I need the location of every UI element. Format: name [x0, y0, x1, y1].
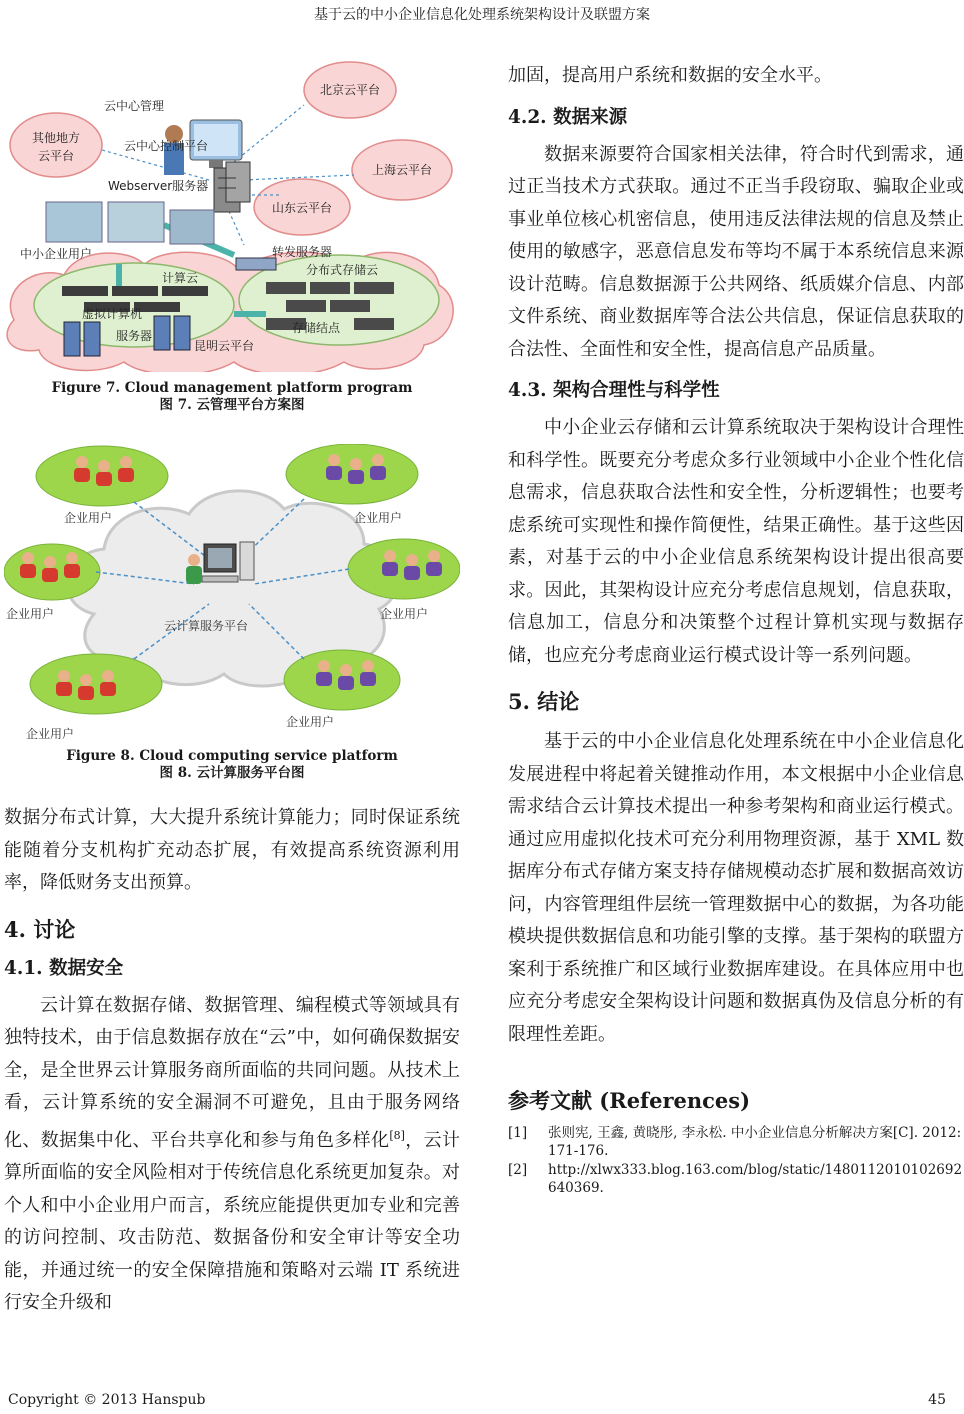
label-service-platform: 云计算服务平台	[164, 619, 249, 633]
right-continued-paragraph: 加固，提高用户系统和数据的安全水平。	[508, 65, 832, 86]
label-other-cloud-2: 云平台	[37, 149, 75, 163]
figure-7-caption	[4, 380, 460, 414]
figure-8	[4, 444, 460, 740]
reference-number: [2]	[508, 1162, 528, 1178]
figure-7-caption-cn: 图 7. 云管理平台方案图	[159, 397, 305, 413]
sme-office-photos	[46, 202, 214, 244]
label-compute-cloud: 计算云	[162, 271, 199, 285]
section-4-1-text-a: 云计算在数据存储、数据管理、编程模式等领域具有独特技术，由于信息数据存放在“云”中，如何确保数据安全，是全世界云计算服务商所面临的共同问题。从技术上看，云计算系统的安全漏洞不可避免，且由于服务网络化、数据集中化、平台共享化和参与角色多样化	[4, 994, 460, 1151]
label-center-ctrl: 云中心控制平台	[124, 139, 209, 153]
label-user-tr: 企业用户	[354, 511, 403, 525]
section-4-1-paragraph	[4, 990, 460, 1320]
label-storage-node: 存储结点	[292, 321, 341, 335]
user-group-bl-shape	[30, 654, 162, 714]
forward-server-icon	[236, 258, 276, 270]
section-4-2-paragraph: 数据来源要符合国家相关法律，符合时代到需求，通过正当技术方式获取。通过不正当手段窃取、骗取企业或事业单位核心机密信息，使用违反法律法规的信息及禁止使用的敏感字，恶意信息发布等均不属于本系统信息来源设计范畴。信息数据源于公共网络、纸质媒介信息、内部文件系统、商业数据库等合法公共信息，保证信息获取的合法性、全面性和安全性，提高信息产品质量。	[508, 143, 964, 360]
label-user-br: 企业用户	[286, 715, 335, 729]
label-kunming: 昆明云平台	[194, 339, 255, 353]
right-column	[508, 60, 964, 1199]
label-server: 服务器	[116, 329, 153, 343]
reference-item	[508, 1162, 964, 1197]
label-sme-users: 中小企业用户	[20, 247, 93, 261]
reference-text: 张则宪, 王鑫, 黄晓彤, 李永松. 中小企业信息分析解决方案[C]. 2012: 171-176.	[548, 1125, 962, 1159]
running-header: 基于云的中小企业信息化处理系统架构设计及联盟方案	[314, 7, 650, 23]
label-user-tl: 企业用户	[64, 511, 113, 525]
label-user-mr: 企业用户	[380, 607, 429, 621]
page-number: 45	[928, 1392, 946, 1408]
section-5-paragraph: 基于云的中小企业信息化处理系统在中小企业信息化发展进程中将起着关键推动作用，本文根据中小企业信息需求结合云计算技术提出一种参考架构和商业运行模式。通过应用虚拟化技术可充分利用物理资源，基于 XML 数据库分布式存储方案支持存储规模动态扩展和数据高效访问，内容管理组件层统一管理数据中心的数据，为各功能模块提供数据信息和功能引擎的支撑。基于架构的联盟方案利于系统推广和区域行业数据库建设。在具体应用中也应充分考虑安全架构设计问题和数据真伪及信息分析的有限理性差距。	[508, 731, 964, 1045]
copyright-footer: Copyright © 2013 Hanspub	[8, 1392, 206, 1408]
other-cloud-shape	[10, 113, 102, 177]
figure-8-caption-cn: 图 8. 云计算服务平台图	[159, 765, 305, 781]
label-shanghai: 上海云平台	[371, 163, 433, 177]
label-center-mgmt: 云中心管理	[104, 99, 165, 113]
webserver-icon	[214, 162, 250, 212]
label-shandong: 山东云平台	[271, 201, 333, 215]
label-distributed-storage: 分布式存储云	[306, 263, 379, 277]
section-4-1-heading: 4.1. 数据安全	[4, 957, 124, 979]
section-5-heading: 5. 结论	[508, 689, 580, 714]
section-4-3-paragraph: 中小企业云存储和云计算系统取决于架构设计合理性和科学性。既要充分考虑众多行业领域中小企业个性化信息需求，信息获取合法性和安全性，分析逻辑性；也要考虑系统可实现性和操作简便性，结果正确性。基于这些因素，对基于云的中小企业信息系统架构设计提出很高要求。因此，其架构设计应充分考虑信息规划，信息获取，信息加工，信息分和决策整个过程计算机实现与数据存储，也应充分考虑商业运行模式设计等一系列问题。	[508, 417, 964, 666]
label-user-ml: 企业用户	[6, 607, 55, 621]
left-column	[4, 50, 460, 1320]
section-4-3-heading: 4.3. 架构合理性与科学性	[508, 380, 720, 401]
references-heading: 参考文献 (References)	[508, 1088, 751, 1113]
reference-text: http://xlwx333.blog.163.com/blog/static/1480112010102692640369.	[548, 1162, 963, 1196]
section-4-heading: 4. 讨论	[4, 916, 76, 942]
figure-7	[4, 50, 460, 372]
label-forward-server: 转发服务器	[272, 245, 333, 259]
reference-number: [1]	[508, 1125, 528, 1141]
figure-8-caption-en: Figure 8. Cloud computing service platform	[66, 748, 398, 764]
label-beijing: 北京云平台	[319, 83, 381, 97]
section-4-2-heading: 4.2. 数据来源	[508, 106, 628, 128]
label-webserver: Webserver服务器	[108, 179, 209, 193]
left-continued-paragraph: 数据分布式计算，大大提升系统计算能力；同时保证系统能随着分支机构扩充动态扩展，有效提高系统资源利用率，降低财务支出预算。	[4, 807, 460, 893]
figure-7-diagram	[4, 50, 460, 372]
figure-8-caption	[4, 748, 460, 782]
label-virtual-computer: 虚拟计算机	[82, 307, 143, 321]
label-other-cloud-1: 其他地方	[31, 131, 81, 145]
user-group-mr-shape	[348, 539, 460, 599]
figure-7-caption-en: Figure 7. Cloud management platform program	[51, 380, 413, 396]
section-4-1-text-b: ，云计算所面临的安全风险相对于传统信息化系统更加复杂。对个人和中小企业用户而言，系统应能提供更加专业和完善的访问控制、攻击防范、数据备份和安全审计等安全功能，并通过统一的安全保障措施和策略对云端 IT 系统进行安全升级和	[4, 1129, 461, 1313]
citation-8: [8]	[389, 1128, 405, 1142]
label-user-bl: 企业用户	[26, 727, 75, 740]
figure-8-diagram	[4, 444, 460, 740]
reference-item	[508, 1125, 964, 1160]
